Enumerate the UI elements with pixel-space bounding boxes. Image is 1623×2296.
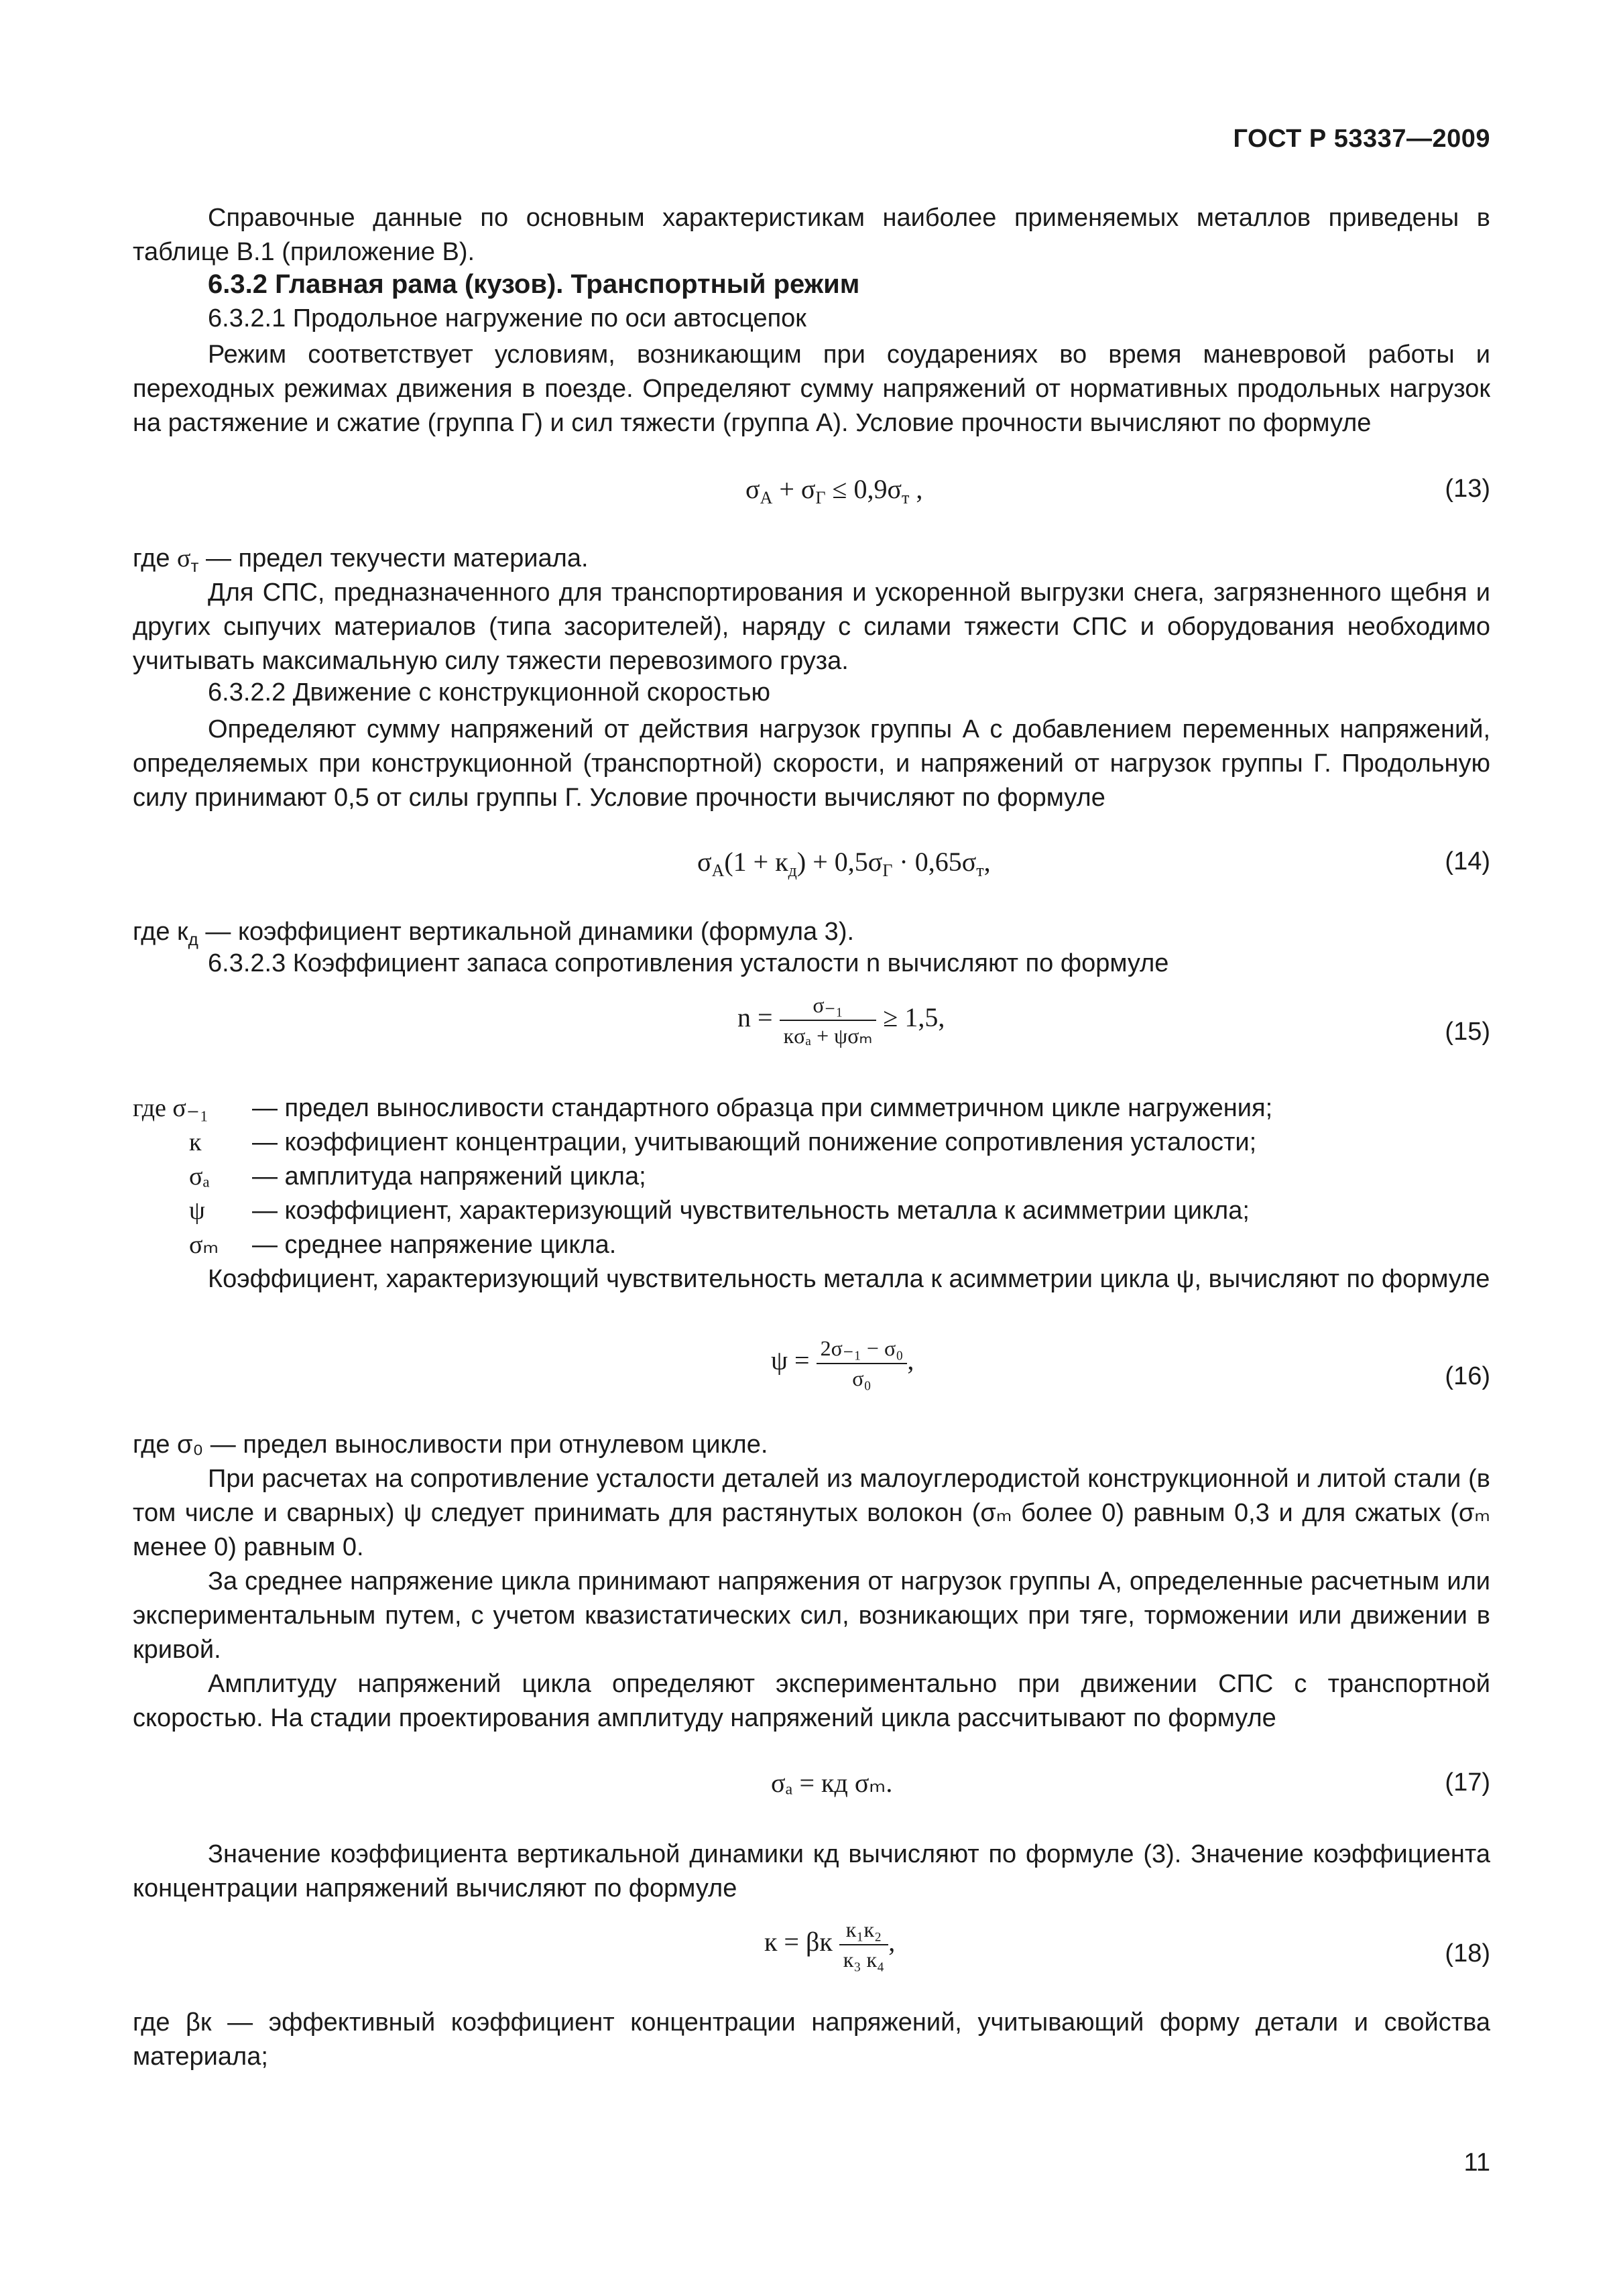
definition-sigma-a: σₐ — амплитуда напряжений цикла; [189,1162,646,1191]
formula-15: n = $\frac{\text{σ₋₁}}{\text{кσₐ + ψσₘ}}$ ≥ 1,5, [737,993,945,1048]
paragraph-mode-conditions: Режим соответствует условиям, возникающим при соударениях во время маневровой работы и переходных режимах движения в поезде. Определяют сумму напряжений от нормативных продольных нагрузок на растяжение и сжатие (группа Г) и сил тяжести (группа А). Условие прочности вычисляют по формуле [133,341,1490,437]
where-clause-14: где $к_д$ — коэффициент вертикальной динамики (формула 3). [133,918,855,949]
paragraph-reference-data: Справочные данные по основным характеристикам наиболее применяемых металлов приведены в таблице В.1 (приложение В). [133,204,1490,266]
subsection-title-6-3-2-1: 6.3.2.1 Продольное нагружение по оси автосцепок [208,304,806,333]
formula-18-denominator: к₃ к₄ [843,1947,885,1972]
formula-16: ψ = $\frac{\text{2σ₋₁ − σ₀}}{\text{σ₀}}$ , [771,1336,914,1390]
paragraph-concentration: Значение коэффициента вертикальной динамики кд вычисляют по формуле (3). Значение коэффициента концентрации напряжений вычисляют по формуле [133,1840,1490,1902]
formula-14: $\sigma_А(1 + к_д) + 0,5\sigma_Г \cdot 0,65\sigma_т$, [697,847,991,880]
formula-16-numerator: 2σ₋₁ − σ₀ [817,1335,908,1364]
where-clause-13: где $\sigma_т$ — предел текучести материала. [133,544,589,576]
formula-number-16: (16) [1445,1362,1490,1390]
formula-number-14: (14) [1445,847,1490,875]
formula-number-13: (13) [1445,475,1490,503]
definition-sigma-m: σₘ — среднее напряжение цикла. [189,1231,617,1259]
formula-13: $\sigma_А + \sigma_Г \le 0,9\sigma_т$ , [745,474,923,507]
subsection-title-6-3-2-2: 6.3.2.2 Движение с конструкционной скоростью [208,678,771,707]
definition-psi: ψ — коэффициент, характеризующий чувствительность металла к асимметрии цикла; [189,1197,1250,1225]
paragraph-psi-coefficient: Коэффициент, характеризующий чувствительность металла к асимметрии цикла ψ, вычисляют по формуле [208,1265,1490,1293]
formula-15-denominator: кσₐ + ψσₘ [783,1024,873,1048]
formula-number-18: (18) [1445,1939,1490,1968]
formula-15-numerator: σ₋₁ [780,992,877,1021]
section-heading-6-3-2: 6.3.2 Главная рама (кузов). Транспортный режим [208,269,860,299]
where-clause-16: где σ₀ — предел выносливости при отнулевом цикле. [133,1431,768,1459]
document-header: ГОСТ Р 53337—2009 [1233,125,1490,153]
paragraph-mean-stress: За среднее напряжение цикла принимают напряжения от нагрузок группы А, определенные расчетным или экспериментальным путем, с учетом квазистатических сил, возникающих при тяге, торможении или движении в кривой. [133,1567,1490,1664]
definition-sigma-minus1: где σ₋₁ — предел выносливости стандартного образца при симметричном цикле нагружения; [133,1094,1273,1122]
formula-17: σₐ = кд σₘ. [771,1768,893,1798]
formula-number-17: (17) [1445,1768,1490,1797]
definition-kappa: к — коэффициент концентрации, учитывающий понижение сопротивления усталости; [189,1128,1257,1156]
formula-16-denominator: σ₀ [852,1366,871,1390]
formula-18: к = βк $\frac{\text{к₁к₂}}{\text{к₃ к₄}}$ , [764,1917,896,1972]
subsection-title-6-3-2-3: 6.3.2.3 Коэффициент запаса сопротивления усталости n вычисляют по формуле [208,949,1169,977]
paragraph-amplitude: Амплитуду напряжений цикла определяют экспериментально при движении СПС с транспортной скоростью. На стадии проектирования амплитуду напряжений цикла рассчитывают по формуле [133,1670,1490,1732]
formula-number-15: (15) [1445,1018,1490,1046]
where-clause-18: где βк — эффективный коэффициент концентрации напряжений, учитывающий форму детали и свойства материала; [133,2008,1490,2071]
paragraph-bulk-materials: Для СПС, предназначенного для транспортирования и ускоренной выгрузки снега, загрязненного щебня и других сыпучих материалов (типа засорителей), наряду с силами тяжести СПС и оборудования необходимо учитывать максимальную силу тяжести перевозимого груза. [133,579,1490,675]
page-number: 11 [1463,2149,1490,2177]
formula-18-numerator: к₁к₂ [839,1917,888,1945]
paragraph-fatigue-steel: При расчетах на сопротивление усталости деталей из малоуглеродистой конструкционной и литой стали (в том числе и сварных) ψ следует принимать для растянутых волокон (σₘ более 0) равным 0,3 и для сжатых (σₘ менее 0) равным 0. [133,1465,1490,1561]
paragraph-constructional-speed: Определяют сумму напряжений от действия нагрузок группы А с добавлением переменных напряжений, определяемых при конструкционной (транспортной) скорости, и напряжений от нагрузок группы Г. Продольную силу принимают 0,5 от силы группы Г. Условие прочности вычисляют по формуле [133,715,1490,812]
